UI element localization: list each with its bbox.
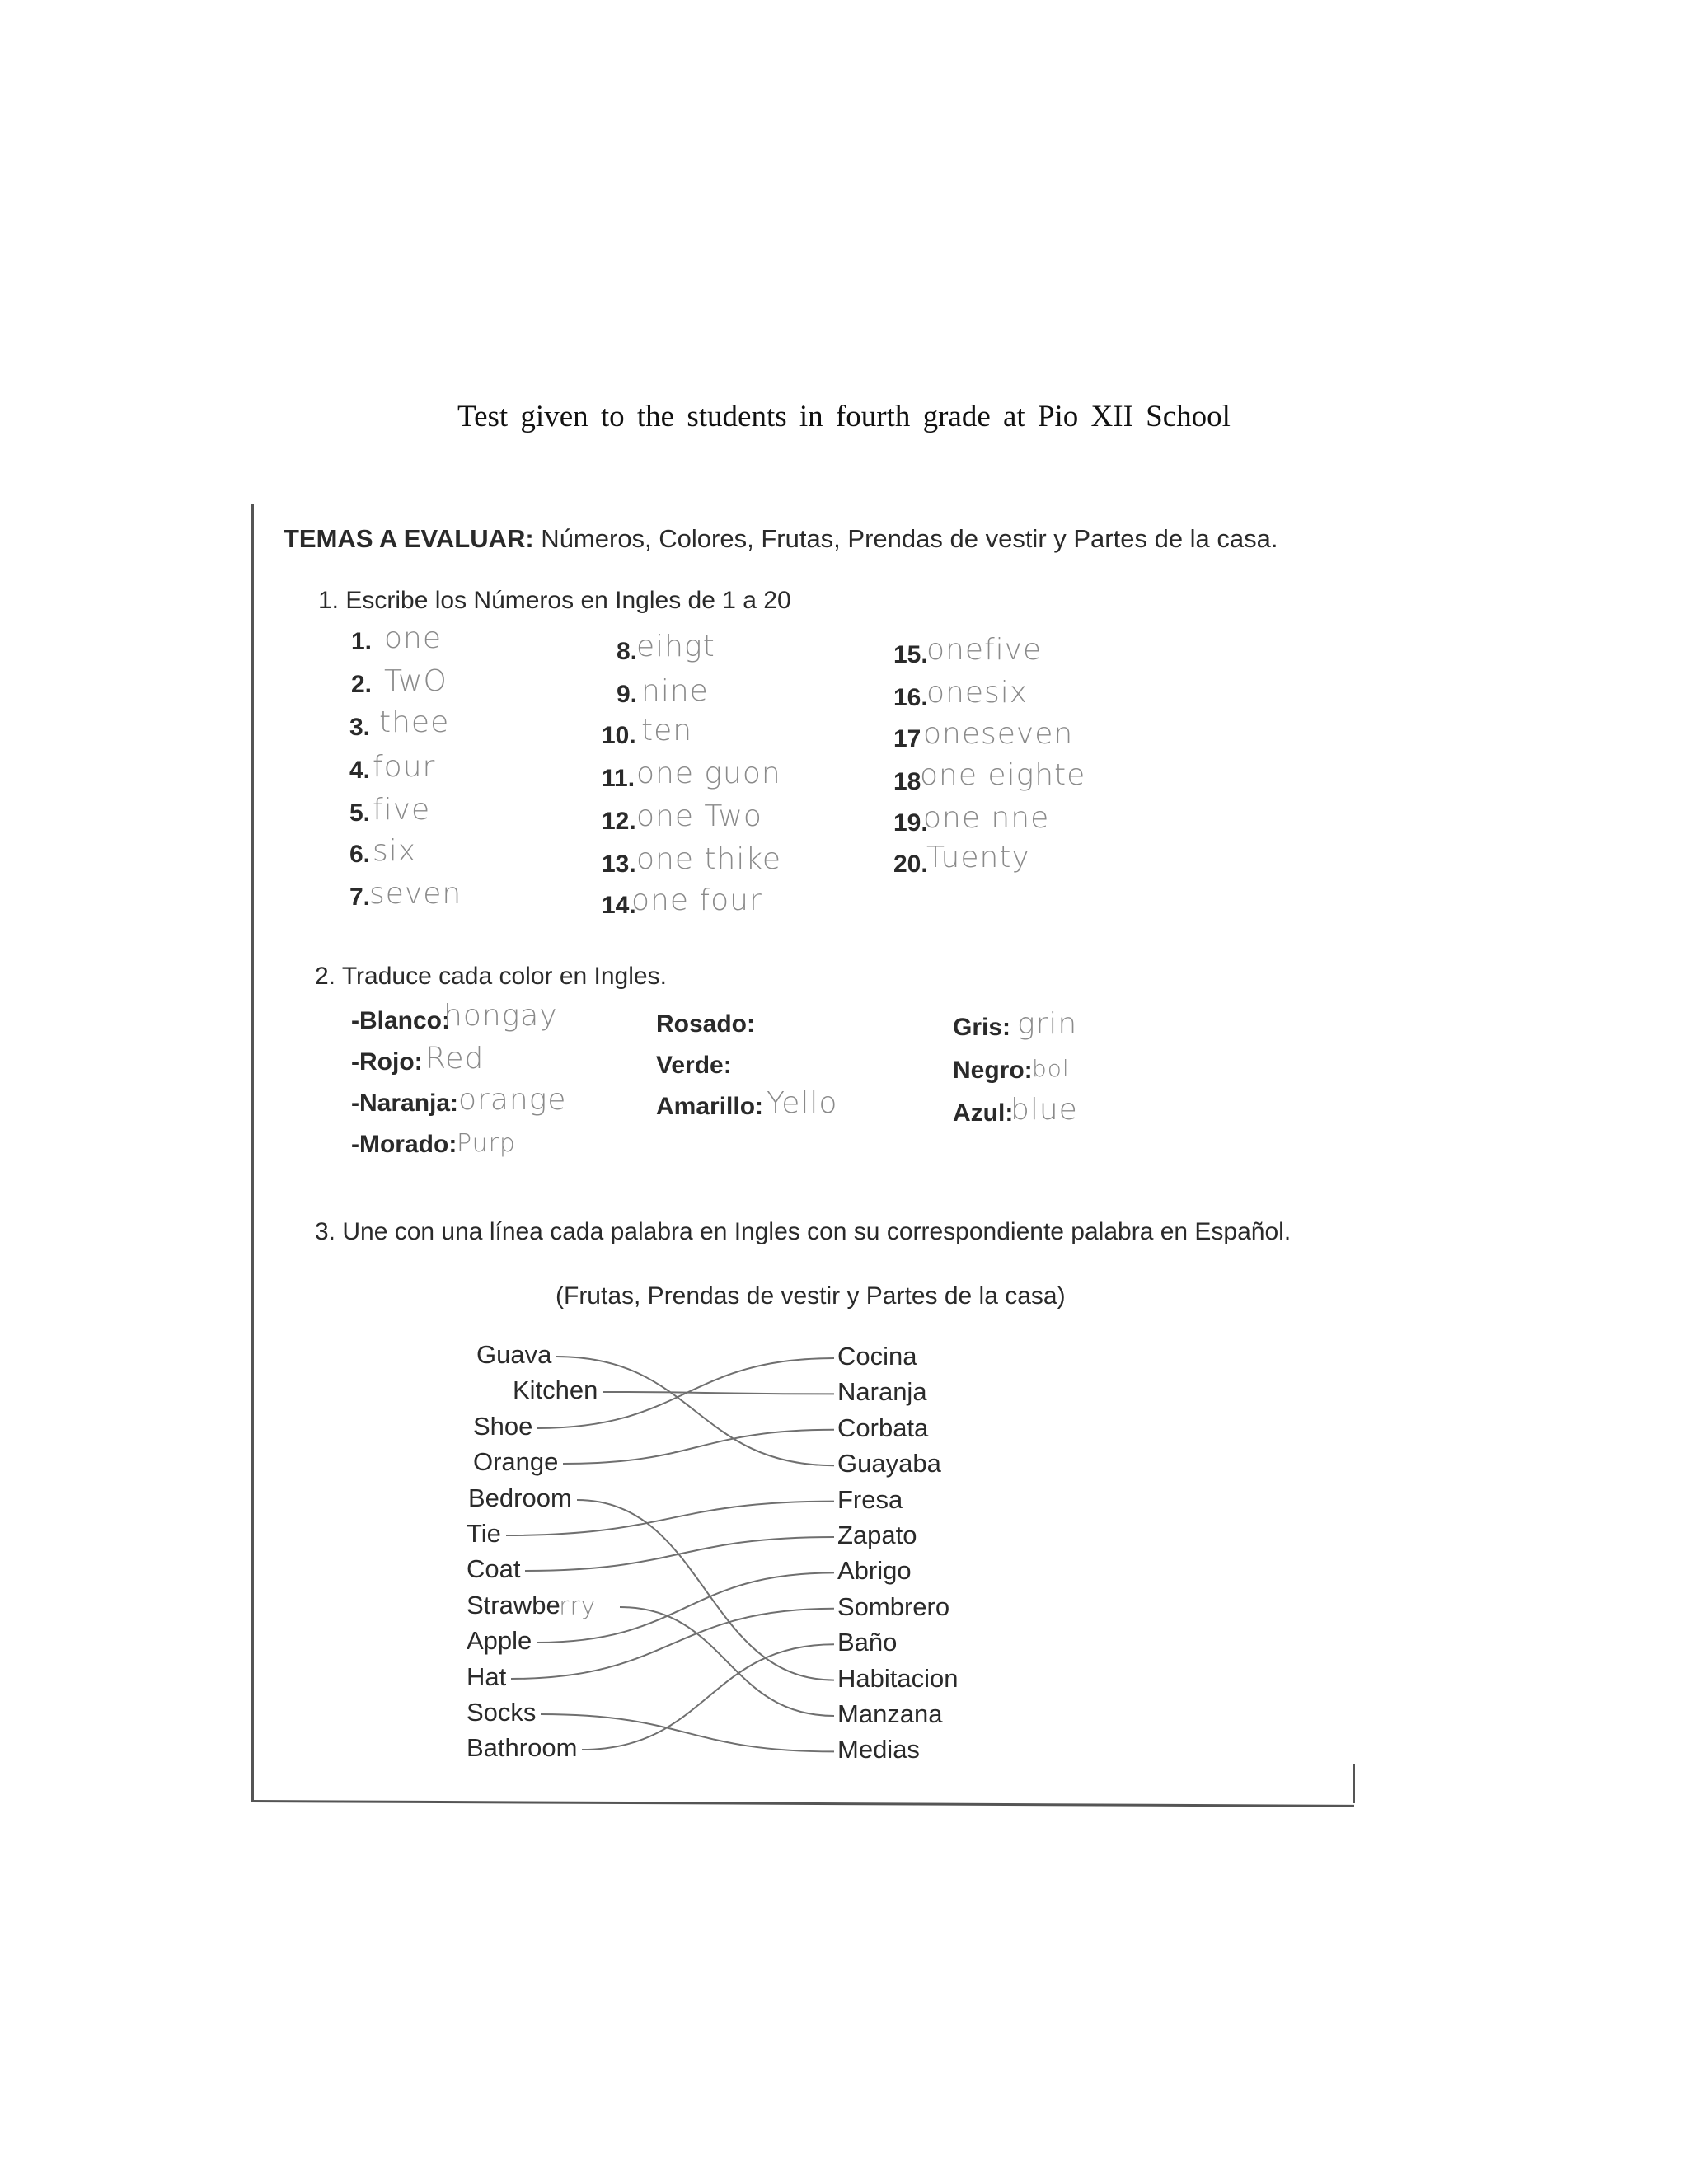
q3-english-word: Guava <box>476 1340 552 1369</box>
q1-answer: onefive <box>926 633 1043 667</box>
q2-answer: Yello <box>767 1086 838 1120</box>
q1-answer: eihgt <box>636 630 715 663</box>
q3-english-word: Coat <box>467 1554 521 1584</box>
q2-answer: grin <box>1017 1007 1078 1041</box>
q3-spanish-word: Naranja <box>837 1377 927 1407</box>
q3-english-word: Apple <box>467 1626 532 1656</box>
q3-english-word: Bathroom <box>467 1733 578 1763</box>
q3-english-word: Tie <box>467 1519 501 1548</box>
q1-number: 2. <box>351 671 373 698</box>
q2-title: 2. Traduce cada color en Ingles. <box>315 963 667 990</box>
q2-label: -Blanco: <box>351 1007 450 1034</box>
q3-english-word: Bedroom <box>468 1483 572 1512</box>
q3-match-line <box>582 1644 834 1750</box>
q1-answer: one thike <box>636 842 782 876</box>
q1-number: 4. <box>349 757 371 784</box>
q3-english-word: Kitchen <box>513 1376 598 1405</box>
q1-number: 9. <box>617 681 638 708</box>
q3-spanish-word: Corbata <box>837 1413 929 1442</box>
q3-title: 3. Une con una línea cada palabra en Ingles con su correspondiente palabra en Español. <box>315 1218 1292 1245</box>
q3-spanish-word: Zapato <box>837 1521 917 1549</box>
q1-number: 7. <box>349 883 371 911</box>
q2-label: Rosado: <box>656 1010 755 1038</box>
q2-answer: orange <box>458 1083 567 1117</box>
q1-number: 6. <box>349 841 371 868</box>
q3-strawberry-handwritten: rry <box>559 1592 597 1621</box>
q3-match-line <box>537 1572 834 1643</box>
q2-label: Verde: <box>656 1052 732 1079</box>
q1-answer: one Two <box>636 799 762 833</box>
q3-spanish-word: Guayaba <box>837 1449 941 1479</box>
q3-spanish-word: Medias <box>837 1735 920 1765</box>
q1-number: 20. <box>893 851 928 878</box>
q1-answer: one <box>384 621 442 655</box>
q1-answer: ten <box>641 714 693 748</box>
q1-number: 15. <box>893 641 928 668</box>
q1-number: 19. <box>893 809 928 837</box>
topics-header-label: TEMAS A EVALUAR: <box>284 524 534 553</box>
q1-answer: one eighte <box>920 758 1086 792</box>
q1-answer: five <box>373 793 431 827</box>
q1-number: 3. <box>349 714 371 741</box>
q1-answer: oneseven <box>923 717 1074 751</box>
q2-label: Negro: <box>953 1057 1033 1084</box>
q1-answer: thee <box>379 705 450 739</box>
q1-number: 8. <box>617 638 638 665</box>
document-caption: Test given to the students in fourth grade at Pio XII School <box>457 400 1231 434</box>
q3-match-line <box>506 1502 834 1535</box>
q1-number: 13. <box>602 851 636 878</box>
q1-number: 12. <box>602 808 636 835</box>
q3-match-line <box>556 1357 834 1465</box>
q3-subtitle: (Frutas, Prendas de vestir y Partes de la casa) <box>556 1282 1066 1310</box>
topics-header-list: Números, Colores, Frutas, Prendas de vestir y Partes de la casa. <box>533 524 1278 553</box>
q3-spanish-word: Fresa <box>837 1484 903 1514</box>
q2-answer: blue <box>1010 1093 1078 1127</box>
q1-answer: one four <box>631 883 762 917</box>
q1-title: 1. Escribe los Números en Ingles de 1 a 20 <box>318 587 791 614</box>
q2-label: Amarillo: <box>656 1093 764 1120</box>
q1-answer: Tuenty <box>926 841 1030 874</box>
q1-answer: seven <box>369 877 462 911</box>
q2-answer: bol <box>1032 1055 1070 1082</box>
q1-number: 16. <box>893 684 928 711</box>
q3-english-word: Orange <box>473 1447 559 1477</box>
q3-english-word: Shoe <box>473 1411 533 1441</box>
q3-match-line <box>525 1537 834 1571</box>
q1-number: 5. <box>349 799 371 827</box>
q1-answer: onesix <box>926 676 1029 710</box>
q3-match-line <box>563 1430 834 1464</box>
q3-match-line <box>577 1500 834 1680</box>
q2-answer: Purp <box>457 1129 516 1158</box>
q1-number: 1. <box>351 628 373 655</box>
q3-english-word: Hat <box>467 1661 507 1691</box>
q3-match-line <box>541 1714 834 1751</box>
q3-spanish-word: Habitacion <box>837 1663 959 1693</box>
q3-spanish-word: Cocina <box>837 1342 917 1371</box>
q1-answer: nine <box>641 674 709 708</box>
q2-label: -Rojo: <box>351 1048 423 1076</box>
q3-match-line <box>603 1392 834 1394</box>
q3-english-word: Socks <box>467 1698 537 1727</box>
q1-number: 18 <box>893 768 921 795</box>
q1-number: 17 <box>893 725 921 752</box>
q2-label: Azul: <box>953 1099 1014 1127</box>
q3-spanish-word: Abrigo <box>837 1556 912 1586</box>
q2-label: -Morado: <box>351 1131 457 1158</box>
q1-answer: four <box>373 750 436 784</box>
q3-spanish-word: Manzana <box>837 1699 943 1728</box>
q1-answer: one nne <box>923 801 1050 835</box>
q3-english-word: Strawbe <box>467 1590 560 1619</box>
q1-number: 14. <box>602 892 636 919</box>
q1-answer: one guon <box>636 757 781 790</box>
q2-label: -Naranja: <box>351 1090 459 1117</box>
q1-number: 11. <box>602 765 635 792</box>
q1-number: 10. <box>602 722 636 749</box>
q2-answer: hongay <box>443 999 558 1033</box>
q1-answer: six <box>373 834 417 868</box>
q3-spanish-word: Baño <box>837 1628 898 1657</box>
q2-label: Gris: <box>953 1014 1011 1041</box>
q3-spanish-word: Sombrero <box>837 1591 950 1621</box>
q1-answer: TwO <box>384 664 448 698</box>
q2-answer: Red <box>425 1042 485 1076</box>
